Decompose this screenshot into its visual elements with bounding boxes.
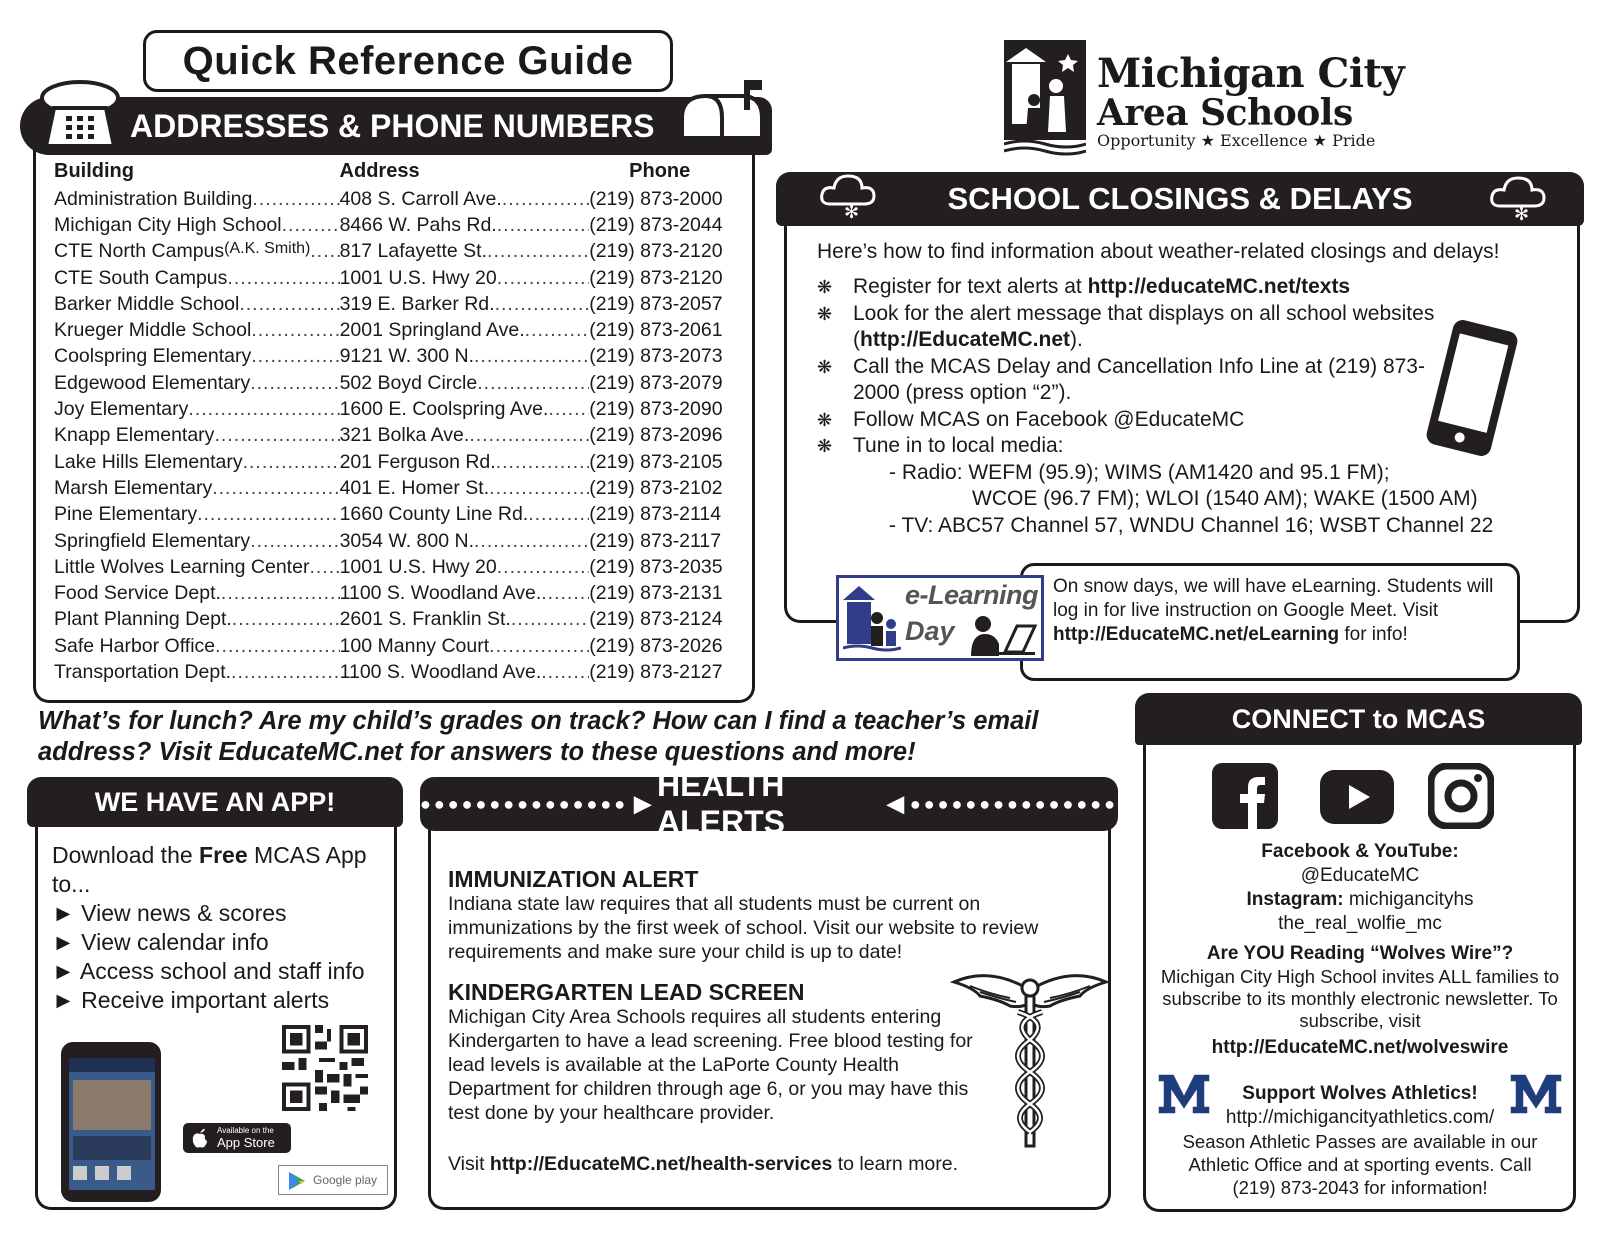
facebook-icon[interactable] [1212, 763, 1278, 829]
address-cell [340, 188, 590, 211]
building-cell [54, 635, 340, 658]
leader-dots [243, 451, 340, 474]
address-cell [340, 424, 590, 447]
immunization-title: IMMUNIZATION ALERT [448, 866, 699, 892]
radio-stations-1: - Radio: WEFM (95.9); WIMS (AM1420 and 95.1 FM); [889, 460, 1390, 484]
phone-cell: (219) 873-2057 [589, 292, 723, 315]
district-logo-icon [1004, 40, 1086, 156]
logo-line-2: Area Schools [1097, 92, 1353, 134]
leader-dots [250, 530, 339, 553]
help-question-text: What’s for lunch? Are my child’s grades on track? How can I find a teacher’s email address? Visit EducateMC.net for answers to these questions and more! [38, 707, 1039, 766]
address-text: 1001 U.S. Hwy 20 [339, 266, 497, 289]
leader-dots [528, 503, 589, 526]
address-row [54, 659, 734, 685]
addresses-header: ADDRESSES & PHONE NUMBERS [20, 97, 772, 155]
immunization-body: Indiana state law requires that all students must be current on immunizations by the first week of school. Visit our website to review requirements and make sure your child is up to date! [448, 893, 1039, 963]
address-row [54, 370, 734, 396]
phone-cell: (219) 873-2079 [589, 371, 723, 394]
leader-dots [239, 293, 339, 316]
phone-cell: (219) 873-2090 [589, 398, 723, 421]
phone-cell: (219) 873-2120 [589, 266, 723, 289]
address-cell [340, 345, 590, 368]
building-name: Safe Harbor Office [54, 634, 216, 657]
building-name: Food Service Dept. [54, 582, 221, 605]
col-address-header: Address [339, 160, 420, 182]
address-cell [340, 477, 590, 500]
building-name: Coolspring Elementary [54, 345, 252, 368]
leader-dots [227, 267, 339, 290]
closings-item-text: Register for text alerts at [853, 275, 1088, 298]
address-row [54, 607, 734, 633]
building-name: Knapp Elementary [54, 424, 215, 447]
leader-dots [502, 188, 589, 211]
building-cell [54, 214, 340, 237]
building-cell [54, 345, 340, 368]
health-header-text: HEALTH ALERTS [657, 767, 786, 840]
address-cell [340, 372, 590, 395]
radio-stations-2: WCOE (96.7 FM); WLOI (1540 AM); WAKE (1500 AM) [972, 487, 1478, 510]
instagram-line [1150, 888, 1570, 911]
dots-left: ●●●●●●●●●●●●●●● [420, 793, 629, 814]
google-play-icon [287, 1171, 307, 1191]
building-cell [54, 372, 340, 395]
app-intro-free: Free [199, 842, 248, 868]
google-play-badge[interactable] [278, 1165, 388, 1195]
col-phone-header: Phone [629, 160, 691, 182]
leader-dots [489, 477, 589, 500]
address-text: 408 S. Carroll Ave. [339, 187, 502, 210]
building-cell [54, 240, 340, 263]
leader-dots [474, 345, 589, 368]
instagram-label: Instagram: [1246, 889, 1344, 910]
leader-dots [188, 398, 339, 421]
closings-item: ❋ Tune in to local media: [817, 433, 1437, 460]
address-cell [340, 608, 590, 631]
leader-dots [231, 661, 340, 684]
leader-dots [511, 608, 589, 631]
building-cell [54, 608, 340, 631]
closings-header-text: SCHOOL CLOSINGS & DELAYS [947, 181, 1413, 216]
building-name: CTE South Campus [54, 266, 228, 289]
address-row [54, 423, 734, 449]
elearning-text: On snow days, we will have eLearning. Students will log in for live instruction on Google Meet. Visit [1053, 576, 1494, 621]
phone-cell: (219) 873-2035 [589, 555, 723, 578]
address-text: 201 Ferguson Rd. [339, 450, 496, 473]
app-header: WE HAVE AN APP! [27, 777, 403, 827]
address-text: 1100 S. Woodland Ave. [339, 660, 542, 683]
mailbox-icon [672, 78, 772, 142]
address-text: 2001 Springland Ave. [339, 319, 525, 342]
leader-dots [548, 398, 589, 421]
leader-dots [497, 214, 589, 237]
closings-item: ❋ Call the MCAS Delay and Cancellation Info Line at (219) 873-2000 (press option “2”). [817, 354, 1437, 407]
address-cell [340, 214, 590, 237]
app-intro-text: Download the [52, 842, 200, 868]
youtube-icon[interactable] [1320, 770, 1394, 824]
leader-dots [221, 582, 340, 605]
leader-dots [214, 424, 339, 447]
building-name: Krueger Middle School [54, 319, 252, 342]
page-title: Quick Reference Guide [143, 30, 673, 92]
wolves-wire-body: Michigan City High School invites ALL families to subscribe to its monthly electronic newsletter. To subscribe, visit [1160, 966, 1560, 1031]
address-cell [340, 451, 590, 474]
google-play-text: Google play [313, 1173, 378, 1187]
app-feature-item: ► View news & scores [52, 899, 392, 928]
app-store-text: App Store [217, 1135, 275, 1150]
address-row [54, 291, 734, 317]
elearning-text: for info! [1339, 624, 1408, 645]
leader-dots [282, 214, 340, 237]
leader-dots [496, 451, 590, 474]
app-text [52, 841, 392, 1015]
building-name: Transportation Dept. [54, 660, 232, 683]
app-feature-item: ► Access school and staff info [52, 957, 392, 986]
health-services-link[interactable]: http://EducateMC.net/health-services [489, 1153, 833, 1175]
health-visit-pre: Visit [448, 1153, 490, 1175]
leader-dots [474, 530, 589, 553]
address-row [54, 475, 734, 501]
fb-yt-label: Facebook & YouTube: [1261, 841, 1459, 862]
address-text: 817 Lafayette St. [339, 240, 488, 263]
logo-tagline: Opportunity ★ Excellence ★ Pride [1097, 131, 1376, 150]
building-note: (A.K. Smith) [224, 240, 311, 258]
building-cell [54, 477, 340, 500]
address-text: 3054 W. 800 N. [339, 529, 474, 552]
leader-dots [251, 319, 339, 342]
leader-dots [309, 556, 339, 579]
address-text: 1600 E. Coolspring Ave. [339, 398, 549, 421]
apple-icon [191, 1128, 209, 1148]
leader-dots [469, 424, 589, 447]
phone-cell: (219) 873-2044 [589, 213, 723, 236]
address-cell [340, 556, 590, 579]
phone-cell: (219) 873-2114 [589, 503, 722, 526]
leader-dots [197, 503, 340, 526]
address-text: 401 E. Homer St. [339, 476, 490, 499]
tv-stations: - TV: ABC57 Channel 57, WNDU Channel 16; WSBT Channel 22 [889, 513, 1494, 537]
address-row [54, 396, 734, 422]
wolves-wire-title: Are YOU Reading “Wolves Wire”? [1206, 943, 1514, 964]
closings-item [817, 274, 1437, 301]
athletics-body: Season Athletic Passes are available in our Athletic Office and at sporting events. Call (219) 873-2043 for information! [1182, 1131, 1538, 1198]
phone-cell: (219) 873-2124 [589, 608, 723, 631]
address-cell [340, 267, 590, 290]
leader-dots [232, 608, 340, 631]
address-text: 2601 S. Franklin St. [339, 608, 511, 631]
qr-code[interactable] [282, 1025, 368, 1111]
closings-item: ❋ Follow MCAS on Facebook @EducateMC [817, 407, 1437, 434]
app-intro [52, 841, 392, 899]
texts-link[interactable]: http://educateMC.net/texts [1087, 275, 1351, 298]
leader-dots [497, 556, 589, 579]
building-cell [54, 398, 340, 421]
building-name: Plant Planning Dept. [54, 608, 232, 631]
lead-screen-body: Michigan City Area Schools requires all students entering Kindergarten to have a lead screening. Free blood testing for lead levels is available at the LaPorte County Health Department for children through age 6, or you may have this test done by your healthcare provider. [448, 1006, 973, 1124]
leader-dots [215, 635, 339, 658]
address-text: 319 E. Barker Rd. [339, 292, 495, 315]
building-cell [54, 582, 340, 605]
col-building-header: Building [54, 160, 134, 182]
lead-screen-title: KINDERGARTEN LEAD SCREEN [448, 979, 805, 1005]
leader-dots [252, 188, 339, 211]
address-cell [340, 503, 590, 526]
address-table [54, 160, 734, 686]
snow-cloud-icon [818, 170, 878, 220]
phone-cell: (219) 873-2131 [589, 582, 723, 605]
address-text: 1660 County Line Rd. [339, 503, 529, 526]
arrow-left-icon: ◀ [886, 791, 904, 816]
app-intro-text: MCAS App to... [52, 842, 367, 897]
building-cell [54, 293, 340, 316]
leader-dots [525, 319, 590, 342]
svg-text:✻: ✻ [844, 202, 860, 220]
address-cell [340, 240, 590, 263]
building-cell [54, 556, 340, 579]
building-cell [54, 319, 340, 342]
phone-cell: (219) 873-2000 [589, 187, 723, 210]
address-text: 1001 U.S. Hwy 20 [339, 555, 497, 578]
snow-cloud-icon [1488, 172, 1548, 222]
phone-cell: (219) 873-2026 [589, 634, 723, 657]
connect-header: CONNECT to MCAS [1135, 693, 1582, 745]
building-cell [54, 188, 340, 211]
address-text: 1100 S. Woodland Ave. [339, 582, 542, 605]
svg-text:✻: ✻ [1514, 204, 1530, 222]
building-name: Administration Building [54, 187, 253, 210]
address-text: 502 Boyd Circle [339, 371, 478, 394]
building-name: Springfield Elementary [54, 529, 251, 552]
address-row [54, 186, 734, 212]
building-name: Little Wolves Learning Center [54, 555, 310, 578]
leader-dots [489, 635, 589, 658]
closings-intro: Here’s how to find information about weather-related closings and delays! [817, 240, 1500, 263]
elearning-day-badge [836, 575, 1044, 661]
elearning-badge-line2: Day [905, 616, 955, 646]
athletics-url[interactable]: http://michigancityathletics.com/ [1225, 1107, 1495, 1128]
closings-item [817, 301, 1437, 354]
dots-right: ●●●●●●●●●●●●●●● [909, 793, 1118, 814]
building-cell [54, 530, 340, 553]
telephone-icon [40, 78, 120, 152]
health-visit-text [448, 1152, 1088, 1176]
closings-list [817, 274, 1494, 539]
instagram-handle[interactable]: michigancityhs [1343, 889, 1474, 910]
phone-cell: (219) 873-2105 [589, 450, 723, 473]
address-row [54, 449, 734, 475]
building-cell [54, 267, 340, 290]
building-cell [54, 503, 340, 526]
building-name: CTE North Campus [54, 240, 225, 263]
leader-dots [497, 267, 589, 290]
building-name: Joy Elementary [54, 398, 189, 421]
address-cell [340, 582, 590, 605]
elearning-badge-line1: e-Learning [905, 580, 1039, 610]
leader-dots [487, 240, 589, 263]
building-name: Barker Middle School [54, 292, 240, 315]
closings-header [776, 172, 1584, 226]
leader-dots [250, 372, 339, 395]
leader-dots [251, 345, 339, 368]
school-family-icon [843, 582, 901, 654]
address-cell [340, 319, 590, 342]
address-row [54, 633, 734, 659]
address-cell [340, 293, 590, 316]
wolves-wire-link[interactable]: http://EducateMC.net/wolveswire [1211, 1037, 1509, 1058]
building-cell [54, 451, 340, 474]
fb-yt-handle[interactable]: @EducateMC [1300, 865, 1420, 886]
laptop-student-icon [965, 614, 1037, 656]
leader-dots [477, 372, 589, 395]
building-name: Pine Elementary [54, 503, 198, 526]
elearning-note [1020, 563, 1520, 681]
phone-cell: (219) 873-2102 [589, 476, 723, 499]
app-feature-item: ► Receive important alerts [52, 986, 392, 1015]
app-features-list [52, 899, 392, 1015]
educatemc-link[interactable]: http://EducateMC.net [860, 328, 1070, 351]
building-cell [54, 424, 340, 447]
leader-dots [310, 240, 339, 263]
closings-item-text: Look for the alert message that displays on all school websites ( [853, 301, 1435, 351]
leader-dots [495, 293, 590, 316]
iphone-app-screenshot [55, 1040, 170, 1202]
leader-dots [541, 661, 589, 684]
building-cell [54, 661, 340, 684]
address-row [54, 265, 734, 291]
caduceus-icon [950, 960, 1110, 1150]
address-cell [340, 661, 590, 684]
address-cell [340, 530, 590, 553]
app-feature-item: ► View calendar info [52, 928, 392, 957]
elearning-link[interactable]: http://EducateMC.net/eLearning [1053, 624, 1340, 645]
building-name: Marsh Elementary [54, 476, 213, 499]
logo-line-1: Michigan City [1097, 50, 1405, 97]
phone-cell: (219) 873-2120 [589, 240, 723, 263]
address-text: 8466 W. Pahs Rd. [339, 213, 497, 236]
app-store-small-text: Available on the [217, 1126, 274, 1135]
health-visit-post: to learn more. [832, 1153, 959, 1175]
address-text: 9121 W. 300 N. [339, 345, 474, 368]
address-text: 321 Bolka Ave. [339, 424, 470, 447]
instagram-icon[interactable] [1428, 763, 1494, 829]
address-cell [340, 635, 590, 658]
phone-cell: (219) 873-2127 [589, 660, 723, 683]
phone-cell: (219) 873-2073 [589, 345, 723, 368]
phone-cell: (219) 873-2061 [589, 319, 723, 342]
address-row [54, 528, 734, 554]
building-name: Michigan City High School [54, 213, 282, 236]
address-row [54, 239, 734, 265]
address-row [54, 344, 734, 370]
address-row [54, 554, 734, 580]
address-row [54, 502, 734, 528]
leader-dots [541, 582, 589, 605]
health-header [420, 767, 1118, 840]
address-text: 100 Manny Court [339, 634, 490, 657]
building-name: Lake Hills Elementary [54, 450, 243, 473]
address-row [54, 580, 734, 606]
smartphone-icon [1417, 320, 1527, 456]
address-row [54, 317, 734, 343]
address-table-header [54, 160, 734, 186]
phone-cell: (219) 873-2096 [589, 424, 723, 447]
app-store-badge[interactable] [183, 1123, 291, 1153]
closings-item-text: ). [1070, 328, 1083, 351]
address-cell [340, 398, 590, 421]
building-name: Edgewood Elementary [54, 371, 251, 394]
leader-dots [212, 477, 339, 500]
instagram-handle-2[interactable]: the_real_wolfie_mc [1278, 913, 1442, 934]
arrow-right-icon: ▶ [634, 791, 652, 816]
phone-cell: (219) 873-2117 [589, 529, 722, 552]
athletics-title: Support Wolves Athletics! [1242, 1083, 1478, 1104]
address-row [54, 212, 734, 238]
